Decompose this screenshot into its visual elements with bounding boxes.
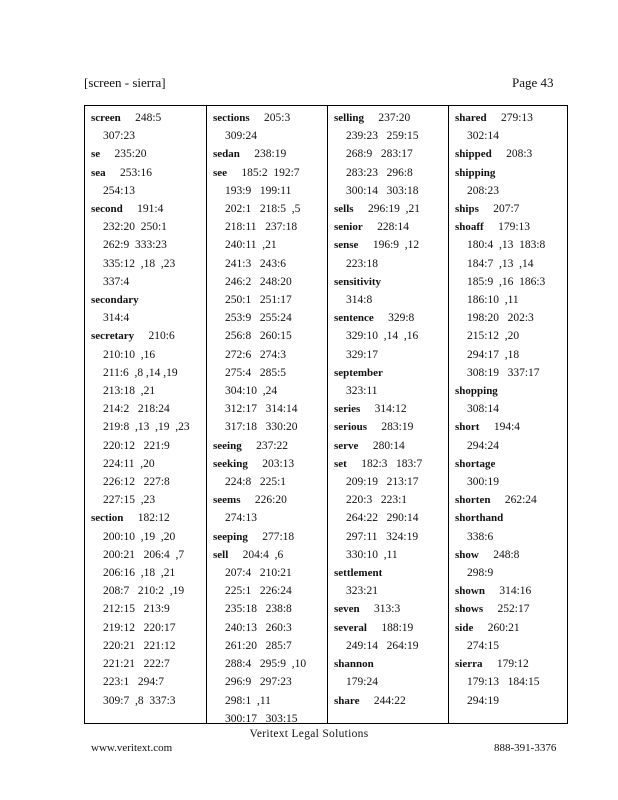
entry-first-line xyxy=(334,109,448,127)
index-term: ships xyxy=(455,203,479,216)
page-line-ref: 304:10 ,24 xyxy=(225,385,278,398)
index-entry xyxy=(334,218,448,236)
page-line-ref: 225:1 226:24 xyxy=(225,585,292,598)
entry-first-line xyxy=(334,418,448,436)
index-term: show xyxy=(455,548,479,561)
footer-phone: 888-391-3376 xyxy=(494,742,557,754)
index-term: selling xyxy=(334,112,364,124)
index-entry xyxy=(334,364,448,400)
page-line-ref: 198:20 202:3 xyxy=(467,312,534,325)
index-entry xyxy=(91,291,206,327)
index-entry xyxy=(455,546,569,582)
index-entry xyxy=(334,692,448,710)
index-entry xyxy=(334,400,448,418)
entry-first-line xyxy=(334,200,448,218)
page-line-ref: 226:12 227:8 xyxy=(103,476,170,489)
index-term: second xyxy=(91,203,123,216)
page-line-ref: 210:10 ,16 xyxy=(103,348,156,361)
page-line-ref: 196:9 ,12 xyxy=(372,239,420,252)
entry-first-line xyxy=(334,455,448,473)
page-line-ref: 223:1 294:7 xyxy=(103,676,165,689)
entry-first-line xyxy=(455,200,569,218)
page-line-ref: 294:17 ,18 xyxy=(467,348,520,361)
page-line-ref: 241:3 243:6 xyxy=(225,257,287,270)
page-line-ref: 297:11 324:19 xyxy=(346,530,419,543)
index-column-1 xyxy=(85,106,206,723)
index-entry xyxy=(334,455,448,564)
page-line-ref: 308:14 xyxy=(467,403,499,416)
page-line-ref: 264:22 290:14 xyxy=(346,512,419,525)
index-term: section xyxy=(91,512,124,525)
page-line-ref: 224:11 ,20 xyxy=(103,457,155,470)
page-line-ref: 179:13 184:15 xyxy=(467,676,540,689)
index-entry xyxy=(455,382,569,418)
page-line-ref: 256:8 260:15 xyxy=(225,330,292,343)
index-term: shoaff xyxy=(455,221,484,234)
index-entry xyxy=(334,309,448,364)
page-line-ref: 248:8 xyxy=(493,548,520,561)
page-line-ref: 179:13 xyxy=(498,221,531,234)
page-line-ref: 211:6 ,8 ,14 ,19 xyxy=(103,366,178,379)
index-entry xyxy=(213,455,327,491)
page-line-ref: 246:2 248:20 xyxy=(225,275,292,288)
entry-first-line xyxy=(213,109,327,127)
page-line-ref: 249:14 264:19 xyxy=(346,639,419,652)
page-line-ref: 338:6 xyxy=(467,530,494,543)
index-entry xyxy=(334,236,448,272)
page-line-ref: 220:21 221:12 xyxy=(103,639,176,652)
index-term: sentence xyxy=(334,312,374,325)
index-term: shown xyxy=(455,585,485,598)
page-line-ref: 193:9 199:11 xyxy=(225,184,292,197)
entry-first-line xyxy=(213,145,327,163)
index-column-4 xyxy=(448,106,569,723)
index-entry xyxy=(455,145,569,163)
page-line-ref: 228:14 xyxy=(377,221,410,234)
page-line-ref: 204:4 ,6 xyxy=(242,548,284,561)
index-entry xyxy=(455,109,569,145)
page-line-ref: 300:19 xyxy=(467,476,499,489)
entry-first-line xyxy=(91,327,206,345)
index-term: sedan xyxy=(213,148,240,161)
index-term: sense xyxy=(334,239,359,252)
index-entry xyxy=(455,582,569,600)
page-line-ref: 180:4 ,13 183:8 xyxy=(467,239,546,252)
entry-first-line xyxy=(334,655,448,673)
page-line-ref: 226:20 xyxy=(254,494,287,507)
index-term: sea xyxy=(91,166,106,179)
page-line-ref: 194:4 xyxy=(493,421,521,434)
index-term: short xyxy=(455,421,480,434)
page-line-ref: 337:4 xyxy=(103,275,130,288)
entry-first-line xyxy=(334,400,448,418)
page-line-ref: 309:24 xyxy=(225,130,257,143)
index-term: see xyxy=(213,166,228,179)
index-term: shopping xyxy=(455,385,498,398)
index-term: settlement xyxy=(334,567,383,580)
page-line-ref: 329:8 xyxy=(388,312,415,325)
index-term: sensitivity xyxy=(334,275,382,288)
page-line-ref: 294:24 xyxy=(467,439,499,452)
index-entry xyxy=(455,164,569,200)
index-term: sierra xyxy=(455,658,483,671)
index-term: secretary xyxy=(91,330,135,343)
page-line-ref: 314:12 xyxy=(374,403,407,416)
page-line-ref: 313:3 xyxy=(374,603,401,616)
entry-first-line xyxy=(213,455,327,473)
index-term: shorthand xyxy=(455,512,504,525)
index-term: serve xyxy=(334,439,359,452)
page-line-ref: 179:24 xyxy=(346,676,378,689)
index-term: seems xyxy=(213,494,241,507)
page-line-ref: 207:7 xyxy=(493,203,520,216)
page-line-ref: 214:2 218:24 xyxy=(103,403,170,416)
index-entry xyxy=(91,509,206,709)
page-line-ref: 239:23 259:15 xyxy=(346,130,419,143)
index-entry xyxy=(455,491,569,509)
page-line-ref: 296:19 ,21 xyxy=(367,203,421,216)
page-line-ref: 208:3 xyxy=(506,148,533,161)
page-line-ref: 277:18 xyxy=(262,530,295,543)
index-term: shows xyxy=(455,603,484,616)
entry-first-line xyxy=(455,164,569,182)
index-entry xyxy=(455,218,569,382)
index-entry xyxy=(455,619,569,655)
page-line-ref: 294:19 xyxy=(467,694,499,707)
index-entry xyxy=(213,528,327,546)
page-line-ref: 283:23 296:8 xyxy=(346,166,413,179)
entry-first-line xyxy=(334,364,448,382)
index-term: shorten xyxy=(455,494,491,507)
index-term: shipped xyxy=(455,148,492,161)
page-line-ref: 244:22 xyxy=(373,694,406,707)
entry-first-line xyxy=(455,619,569,637)
entry-first-line xyxy=(455,600,569,618)
page-line-ref: 300:17 303:15 xyxy=(225,712,298,725)
index-entry xyxy=(334,564,448,600)
page-line-ref: 219:8 ,13 ,19 ,23 xyxy=(103,421,190,434)
page-line-ref: 275:4 285:5 xyxy=(225,366,287,379)
page-line-ref: 218:11 237:18 xyxy=(225,221,298,234)
page-line-ref: 238:19 xyxy=(254,148,287,161)
page-line-ref: 260:21 xyxy=(487,621,520,634)
page-line-ref: 323:21 xyxy=(346,585,378,598)
page-line-ref: 288:4 295:9 ,10 xyxy=(225,658,307,671)
page-line-ref: 308:19 337:17 xyxy=(467,366,540,379)
entry-first-line xyxy=(334,437,448,455)
index-entry xyxy=(91,164,206,200)
entry-first-line xyxy=(455,509,569,527)
page-line-ref: 300:14 303:18 xyxy=(346,184,419,197)
index-entry xyxy=(334,655,448,691)
page-line-ref: 314:16 xyxy=(499,585,532,598)
page-line-ref: 314:8 xyxy=(346,294,373,307)
page-line-ref: 268:9 283:17 xyxy=(346,148,413,161)
index-term: set xyxy=(334,457,347,470)
index-entry xyxy=(213,145,327,163)
index-entry xyxy=(334,273,448,309)
index-entry xyxy=(213,491,327,527)
page-line-ref: 208:7 210:2 ,19 xyxy=(103,585,185,598)
page-line-ref: 206:16 ,18 ,21 xyxy=(103,567,176,580)
index-entry xyxy=(455,600,569,618)
entry-first-line xyxy=(334,309,448,327)
index-entry xyxy=(91,200,206,291)
page-line-ref: 185:2 192:7 xyxy=(241,166,300,179)
footer-website: www.veritext.com xyxy=(91,742,173,754)
page-line-ref: 262:24 xyxy=(504,494,537,507)
page-line-ref: 212:15 213:9 xyxy=(103,603,170,616)
page-line-ref: 329:10 ,14 ,16 xyxy=(346,330,419,343)
page-line-ref: 274:13 xyxy=(225,512,257,525)
entry-first-line xyxy=(455,418,569,436)
page-line-ref: 213:18 ,21 xyxy=(103,385,156,398)
entry-first-line xyxy=(334,619,448,637)
index-term: seeping xyxy=(213,530,248,543)
entry-first-line xyxy=(91,291,206,309)
word-index-table xyxy=(84,105,568,724)
page-line-ref: 207:4 210:21 xyxy=(225,567,292,580)
page-line-ref: 208:23 xyxy=(467,184,499,197)
page-line-ref: 240:13 260:3 xyxy=(225,621,292,634)
page-line-ref: 317:18 330:20 xyxy=(225,421,298,434)
entry-first-line xyxy=(455,491,569,509)
index-term: sell xyxy=(213,548,229,561)
entry-first-line xyxy=(455,109,569,127)
index-term: sections xyxy=(213,112,250,124)
entry-first-line xyxy=(455,455,569,473)
page-line-ref: 221:21 222:7 xyxy=(103,658,170,671)
entry-first-line xyxy=(213,546,327,564)
page-line-ref: 220:12 221:9 xyxy=(103,439,170,452)
page-line-ref: 302:14 xyxy=(467,130,499,143)
index-entry xyxy=(213,546,327,728)
page-line-ref: 298:1 ,11 xyxy=(225,694,271,707)
page-line-ref: 279:13 xyxy=(500,112,533,124)
page-line-ref: 253:9 255:24 xyxy=(225,312,292,325)
index-entry xyxy=(334,619,448,655)
page-line-ref: 232:20 250:1 xyxy=(103,221,167,234)
page-line-ref: 202:1 218:5 ,5 xyxy=(225,203,301,216)
page-line-ref: 329:17 xyxy=(346,348,378,361)
page-line-ref: 223:18 xyxy=(346,257,378,270)
page-line-ref: 253:16 xyxy=(120,166,152,179)
index-entry xyxy=(455,418,569,454)
entry-first-line xyxy=(91,164,206,182)
page-number: Page 43 xyxy=(512,75,554,90)
page-line-ref: 309:7 ,8 337:3 xyxy=(103,694,176,707)
entry-first-line xyxy=(213,491,327,509)
page-line-ref: 280:14 xyxy=(372,439,405,452)
footer-company: Veritext Legal Solutions xyxy=(249,728,369,740)
entry-first-line xyxy=(213,528,327,546)
index-entry xyxy=(334,109,448,200)
entry-first-line xyxy=(334,600,448,618)
index-term: shannon xyxy=(334,658,374,671)
page-line-ref: 274:15 xyxy=(467,639,499,652)
entry-first-line xyxy=(213,437,327,455)
page-line-ref: 235:20 xyxy=(114,148,147,161)
page-line-ref: 283:19 xyxy=(381,421,414,434)
page-line-ref: 252:17 xyxy=(497,603,530,616)
page-line-ref: 296:9 297:23 xyxy=(225,676,292,689)
index-term: screen xyxy=(91,112,121,124)
page-line-ref: 248:5 xyxy=(135,112,162,124)
entry-first-line xyxy=(455,382,569,400)
index-entry xyxy=(455,200,569,218)
page-line-ref: 330:10 ,11 xyxy=(346,548,398,561)
page-line-ref: 220:3 223:1 xyxy=(346,494,408,507)
page-line-ref: 237:20 xyxy=(378,112,411,124)
entry-first-line xyxy=(91,200,206,218)
index-entry xyxy=(334,200,448,218)
index-term: seeking xyxy=(213,457,248,470)
index-term: shipping xyxy=(455,166,496,179)
index-entry xyxy=(334,600,448,618)
index-term: share xyxy=(334,694,360,707)
index-term: side xyxy=(455,621,474,634)
page-line-ref: 262:9 333:23 xyxy=(103,239,167,252)
page-line-ref: 215:12 ,20 xyxy=(467,330,520,343)
header-word-range: [screen - sierra] xyxy=(84,75,166,90)
page-line-ref: 185:9 ,16 186:3 xyxy=(467,275,546,288)
page-line-ref: 224:8 225:1 xyxy=(225,476,287,489)
entry-first-line xyxy=(91,509,206,527)
page-line-ref: 200:10 ,19 ,20 xyxy=(103,530,176,543)
page-line-ref: 254:13 xyxy=(103,184,135,197)
entry-first-line xyxy=(334,564,448,582)
page-line-ref: 182:12 xyxy=(137,512,170,525)
index-entry xyxy=(334,418,448,436)
page-line-ref: 205:3 xyxy=(264,112,291,124)
entry-first-line xyxy=(455,218,569,236)
index-term: series xyxy=(334,403,361,416)
entry-first-line xyxy=(455,582,569,600)
page-line-ref: 210:6 xyxy=(148,330,175,343)
page-line-ref: 237:22 xyxy=(256,439,289,452)
index-entry xyxy=(91,145,206,163)
page-line-ref: 203:13 xyxy=(262,457,295,470)
entry-first-line xyxy=(455,145,569,163)
entry-first-line xyxy=(334,218,448,236)
index-term: serious xyxy=(334,421,367,434)
index-entry xyxy=(213,109,327,145)
page-line-ref: 200:21 206:4 ,7 xyxy=(103,548,185,561)
index-entry xyxy=(213,164,327,437)
entry-first-line xyxy=(213,164,327,182)
index-term: seeing xyxy=(213,439,242,452)
page-line-ref: 227:15 ,23 xyxy=(103,494,156,507)
index-term: shared xyxy=(455,112,487,124)
page-line-ref: 323:11 xyxy=(346,385,378,398)
index-entry xyxy=(334,437,448,455)
entry-first-line xyxy=(455,655,569,673)
page-line-ref: 314:4 xyxy=(103,312,130,325)
page-line-ref: 250:1 251:17 xyxy=(225,294,292,307)
index-entry xyxy=(213,437,327,455)
page-line-ref: 179:12 xyxy=(496,658,529,671)
page-line-ref: 240:11 ,21 xyxy=(225,239,277,252)
page-line-ref: 312:17 314:14 xyxy=(225,403,298,416)
entry-first-line xyxy=(455,546,569,564)
page-line-ref: 209:19 213:17 xyxy=(346,476,419,489)
index-column-2 xyxy=(206,106,327,723)
index-term: senior xyxy=(334,221,363,234)
index-entry xyxy=(455,455,569,491)
index-entry xyxy=(455,655,569,710)
entry-first-line xyxy=(334,273,448,291)
page-line-ref: 235:18 238:8 xyxy=(225,603,292,616)
page-line-ref: 272:6 274:3 xyxy=(225,348,287,361)
index-column-3 xyxy=(327,106,448,723)
page-line-ref: 184:7 ,13 ,14 xyxy=(467,257,534,270)
page-line-ref: 186:10 ,11 xyxy=(467,294,519,307)
page-line-ref: 188:19 xyxy=(381,621,414,634)
index-entry xyxy=(455,509,569,545)
page-line-ref: 219:12 220:17 xyxy=(103,621,176,634)
entry-first-line xyxy=(334,236,448,254)
page-line-ref: 307:23 xyxy=(103,130,135,143)
index-term: several xyxy=(334,621,367,634)
page-line-ref: 261:20 285:7 xyxy=(225,639,292,652)
entry-first-line xyxy=(91,145,206,163)
page-line-ref: 298:9 xyxy=(467,567,494,580)
entry-first-line xyxy=(334,692,448,710)
page-line-ref: 182:3 183:7 xyxy=(361,457,423,470)
index-entry xyxy=(91,109,206,145)
page-line-ref: 191:4 xyxy=(137,203,164,216)
index-term: seven xyxy=(334,603,360,616)
index-term: se xyxy=(91,148,101,161)
index-term: secondary xyxy=(91,294,139,307)
entry-first-line xyxy=(91,109,206,127)
index-term: sells xyxy=(334,203,354,216)
page-line-ref: 335:12 ,18 ,23 xyxy=(103,257,176,270)
index-entry xyxy=(91,327,206,509)
index-term: september xyxy=(334,366,383,379)
index-term: shortage xyxy=(455,457,496,470)
